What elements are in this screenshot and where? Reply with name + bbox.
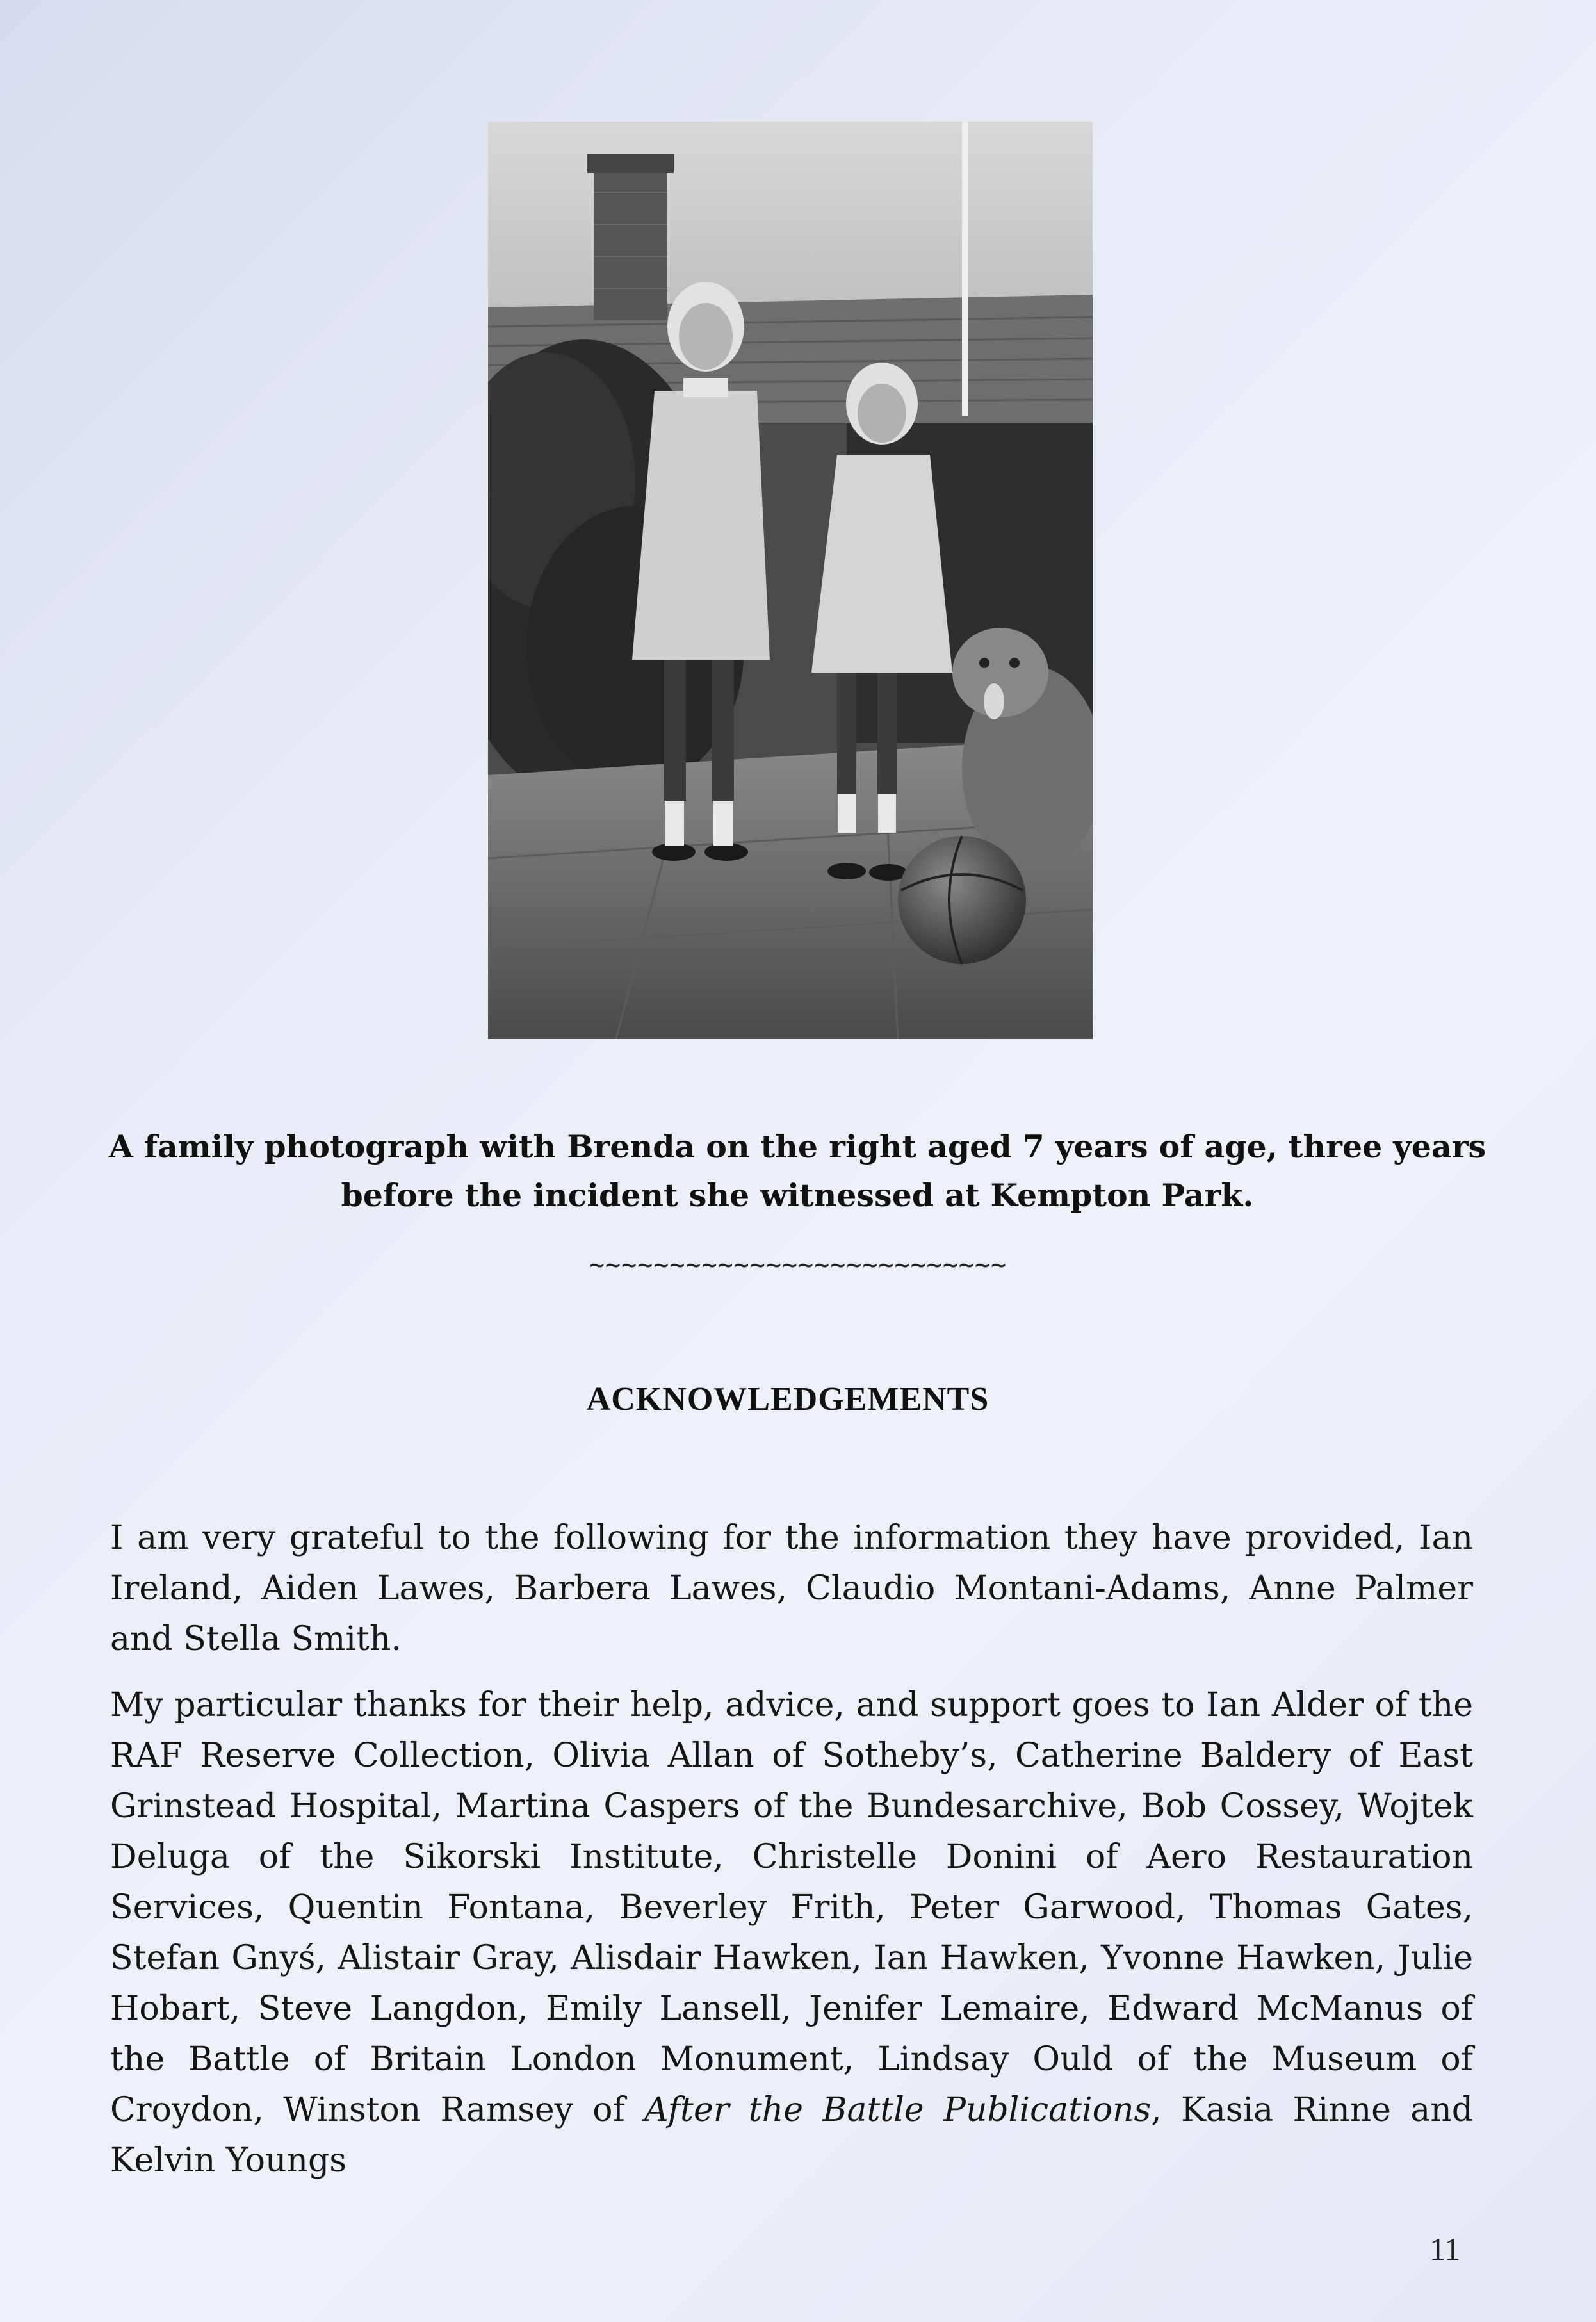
paragraph-2-text-end: , Kasia Rinne and Kelvin Youngs xyxy=(110,2091,1474,2180)
section-heading: ACKNOWLEDGEMENTS xyxy=(586,1381,989,1418)
photo-caption: A family photograph with Brenda on the right aged 7 years of age, three years before the incident she witnessed at Kempton Park. xyxy=(108,1128,1486,1214)
acknowledgements-body xyxy=(110,1513,1473,2202)
publication-title: After the Battle Publications xyxy=(644,2091,1152,2129)
acknowledgements-paragraph-1: I am very grateful to the following for the information they have provided, Ian Ireland, Aiden Lawes, Barbera Lawes, Claudio Montani-Adams, Anne Palmer and Stella Smith. xyxy=(110,1519,1473,1658)
acknowledgements-paragraph-2 xyxy=(110,1680,1473,2186)
paragraph-2-text-start: My particular thanks for their help, advice, and support goes to Ian Alder of the RAF Reserve Collection, Olivia Allan of Sotheby’s, Catherine Baldery of East Grinstead Hospital, Martina Caspers of the Bundesarchive, Bob Cossey, Wojtek Deluga of the Sikorski Institute, Christelle Donini of Aero Restauration Services, Quentin Fontana, Beverley Frith, Peter Garwood, Thomas Gates, Stefan Gnyś, Alistair Gray, Alisdair Hawken, Ian Hawken, Yvonne Hawken, Julie Hobart, Steve Langdon, Emily Lansell, Jenifer Lemaire, Edward McManus of the Battle of Britain London Monument, Lindsay Ould of the Museum of Croydon, Winston Ramsey of xyxy=(110,1686,1473,2129)
page-number: 11 xyxy=(1429,2231,1461,2267)
family-photograph xyxy=(488,122,1093,1039)
section-divider: ~~~~~~~~~~~~~~~~~~~~~~~~~~ xyxy=(589,1250,1007,1280)
photo-image xyxy=(488,122,1093,1039)
